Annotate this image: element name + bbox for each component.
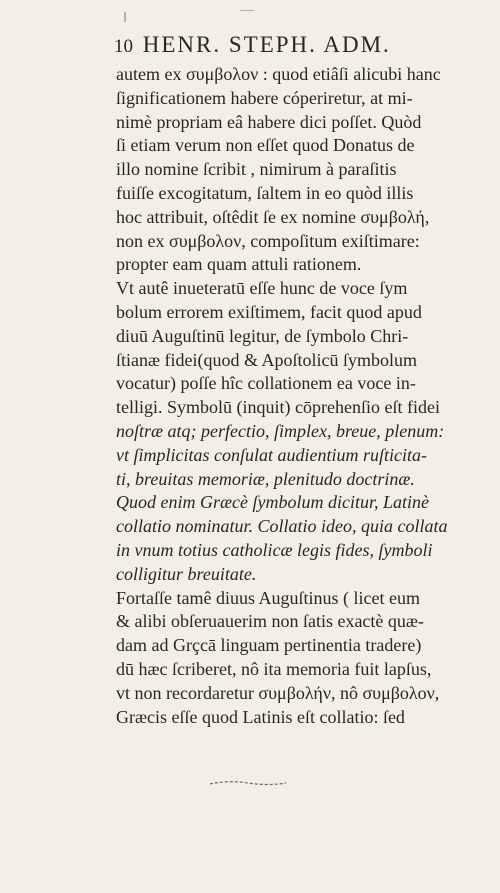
running-header xyxy=(114,32,391,58)
text-line: ſtianæ fidei(quod & Apoſtolicū ſymbolum xyxy=(116,349,417,370)
text-line: ti, breuitas memoriæ, plenitudo doctrinæ. xyxy=(116,468,415,489)
text-line: dū hæc ſcriberet, nô ita memoria fuit lapſus, xyxy=(116,658,432,679)
text-line: collatio nominatur. Collatio ideo, quia collata xyxy=(116,516,448,537)
text-line: ſignificationem habere cóperiretur, at mi- xyxy=(116,87,413,108)
margin-mark xyxy=(124,12,126,22)
text-line: Fortaſſe tamê diuus Auguſtinus ( licet eum xyxy=(116,587,420,608)
text-line: bolum errorem exiſtimem, facit quod apud xyxy=(116,301,422,322)
text-line: non ex συμβολον, compoſitum exiſtimare: xyxy=(116,230,420,251)
text-line: Vt autê inueteratū eſſe hunc de voce ſym xyxy=(116,278,408,299)
margin-mark xyxy=(240,10,254,11)
text-line: propter eam quam attuli rationem. xyxy=(116,254,362,275)
text-line: in vnum totius catholicæ legis fides, ſymboli xyxy=(116,539,433,560)
text-block xyxy=(116,63,486,729)
text-line: hoc attribuit, oſtêdit ſe ex nomine συμβολή, xyxy=(116,206,430,227)
page-number: 10 xyxy=(114,36,133,57)
text-line: nimè propriam eâ habere dici poſſet. Quòd xyxy=(116,111,422,132)
text-line: fuiſſe excogitatum, ſaltem in eo quòd illis xyxy=(116,182,414,203)
text-line: colligitur breuitate. xyxy=(116,563,257,584)
ornament-divider xyxy=(208,779,288,787)
text-line: & alibi obſeruauerim non ſatis exactè quæ- xyxy=(116,611,424,632)
text-line: dam ad Grçcā linguam pertinentia tradere) xyxy=(116,635,422,656)
text-line: vt ſimplicitas conſulat audientium ruſticita- xyxy=(116,444,427,465)
text-line: noſtræ atq; perfectio, ſimplex, breue, plenum: xyxy=(116,420,445,441)
text-line: autem ex συμβολον : quod etiâſi alicubi hanc xyxy=(116,64,441,84)
running-title: HENR. STEPH. ADM. xyxy=(142,32,391,57)
text-line: vt non recordaretur συμβολήν, nô συμβολον, xyxy=(116,682,440,703)
text-line: Græcis eſſe quod Latinis eſt collatio: ſed xyxy=(116,706,405,727)
text-line: diuū Auguſtinū legitur, de ſymbolo Chri- xyxy=(116,325,409,346)
text-line: ſi etiam verum non eſſet quod Donatus de xyxy=(116,135,415,156)
text-line: Quod enim Græcè ſymbolum dicitur, Latinè xyxy=(116,492,429,513)
text-line: vocatur) poſſe hîc collationem ea voce in- xyxy=(116,373,416,394)
text-line: telligi. Symbolū (inquit) cōprehenſio eſt fidei xyxy=(116,397,440,418)
text-line: illo nomine ſcribit , nimirum à paraſitis xyxy=(116,159,397,180)
